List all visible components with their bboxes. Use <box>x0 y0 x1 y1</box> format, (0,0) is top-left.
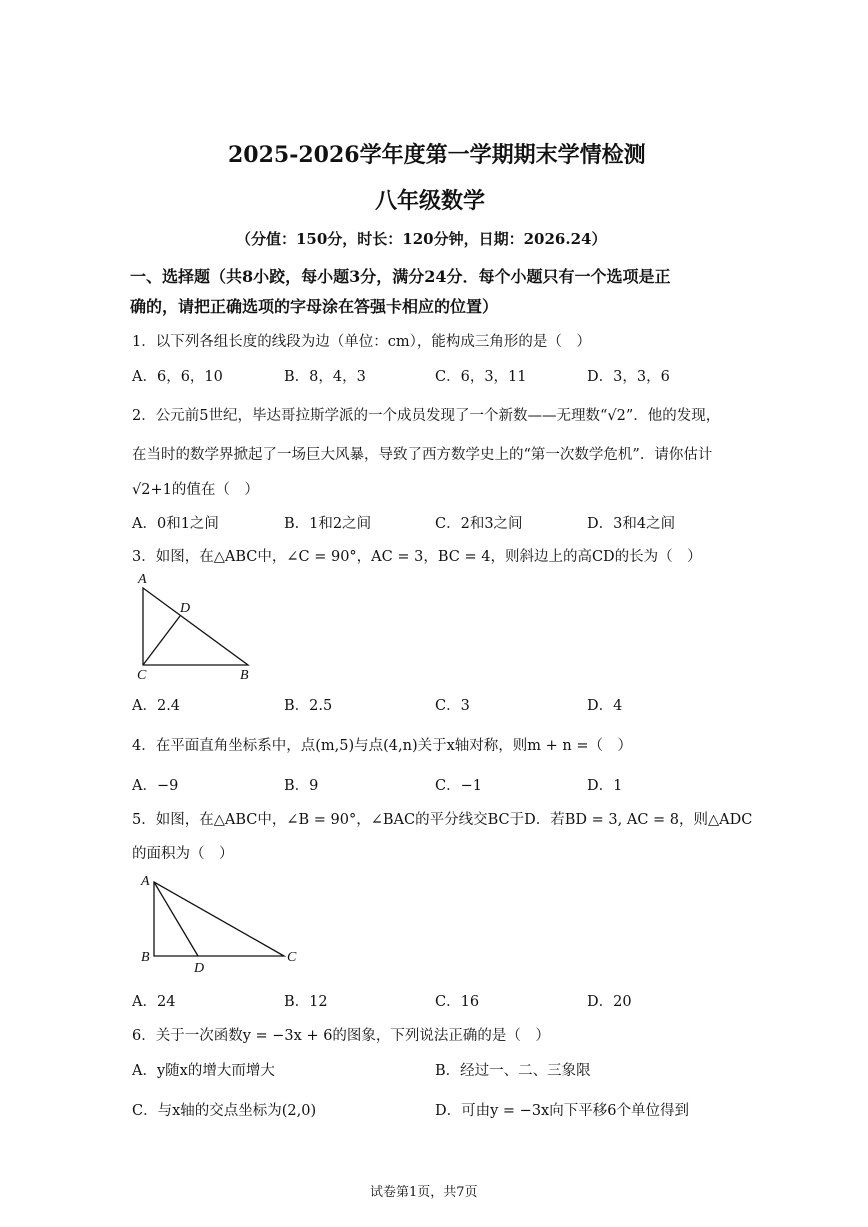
question-2-option-d: D．3和4之间 <box>587 516 676 532</box>
question-1-option-b: B．8，4，3 <box>284 369 366 385</box>
question-5-option-c: C．16 <box>435 994 480 1010</box>
question-6-stem: 6．关于一次函数y = −3x + 6的图象，下列说法正确的是（ ） <box>132 1028 550 1044</box>
question-5-option-b: B．12 <box>284 994 328 1010</box>
exam-title: 2025-2026学年度第一学期期末学情检测 <box>228 142 646 168</box>
question-4-option-b: B．9 <box>284 778 319 794</box>
question-4-option-a: A．−9 <box>132 778 179 794</box>
question-6-option-c: C．与x轴的交点坐标为(2,0) <box>132 1103 317 1119</box>
exam-info: （分值：150分，时长：120分钟，日期：2026.24） <box>236 230 607 248</box>
question-5-triangle-figure <box>132 868 312 978</box>
triangle-abc <box>154 882 284 956</box>
label-c: C <box>137 668 147 683</box>
question-1-stem: 1．以下列各组长度的线段为边（单位：cm），能构成三角形的是（ ） <box>132 334 591 350</box>
section-heading-line2: 确的，请把正确选项的字母涂在答强卡相应的位置） <box>130 297 499 316</box>
question-3-option-c: C．3 <box>435 698 470 714</box>
question-5-option-d: D．20 <box>587 994 632 1010</box>
question-4-stem: 4．在平面直角坐标系中，点(m,5)与点(4,n)关于x轴对称，则m + n =（ ） <box>132 738 632 754</box>
question-6-option-b: B．经过一、二、三象限 <box>435 1063 591 1079</box>
question-2-option-b: B．1和2之间 <box>284 516 372 532</box>
question-1-option-a: A．6，6，10 <box>132 369 223 385</box>
label-b: B <box>141 950 150 965</box>
label-d: D <box>180 601 191 616</box>
question-5-line2: 的面积为（ ） <box>132 846 234 862</box>
question-2-option-a: A．0和1之间 <box>132 516 219 532</box>
page-footer: 试卷第1页，共7页 <box>370 1185 478 1200</box>
label-b: B <box>240 668 249 683</box>
question-3-triangle-figure <box>132 570 262 685</box>
bisector-ad <box>154 882 198 956</box>
question-2-line3: √2+1的值在（ ） <box>132 482 259 498</box>
question-3-stem: 3．如图，在△ABC中，∠C = 90°，AC = 3，BC = 4，则斜边上的高CD的长为（ ） <box>132 549 702 565</box>
altitude-cd <box>143 616 180 665</box>
question-5-line1: 5．如图，在△ABC中，∠B = 90°，∠BAC的平分线交BC于D．若BD = 3, AC = 8，则△ADC <box>132 812 753 828</box>
question-2-line1: 2．公元前5世纪，毕达哥拉斯学派的一个成员发现了一个新数——无理数“√2”．他的发现， <box>132 408 721 424</box>
label-a: A <box>141 874 150 889</box>
label-d: D <box>194 961 205 976</box>
label-a: A <box>138 572 147 587</box>
question-2-line2: 在当时的数学界掀起了一场巨大风暴，导致了西方数学史上的“第一次数学危机”．请你估计 <box>132 447 713 463</box>
section-heading-line1: 一、选择题（共8小跤，每小题3分，满分24分．每个小题只有一个选项是正 <box>130 267 671 286</box>
question-1-option-d: D．3，3，6 <box>587 369 670 385</box>
exam-subtitle: 八年级数学 <box>375 188 486 214</box>
question-3-option-d: D．4 <box>587 698 623 714</box>
question-4-option-d: D．1 <box>587 778 623 794</box>
question-1-option-c: C．6，3，11 <box>435 369 527 385</box>
question-5-option-a: A．24 <box>132 994 176 1010</box>
question-6-option-d: D．可由y = −3x向下平移6个单位得到 <box>435 1103 689 1119</box>
triangle-abc <box>143 588 248 665</box>
label-c: C <box>287 950 297 965</box>
question-4-option-c: C．−1 <box>435 778 482 794</box>
question-2-option-c: C．2和3之间 <box>435 516 523 532</box>
question-6-option-a: A．y随x的增大而增大 <box>132 1063 275 1079</box>
question-3-option-a: A．2.4 <box>132 698 181 714</box>
question-3-option-b: B．2.5 <box>284 698 333 714</box>
